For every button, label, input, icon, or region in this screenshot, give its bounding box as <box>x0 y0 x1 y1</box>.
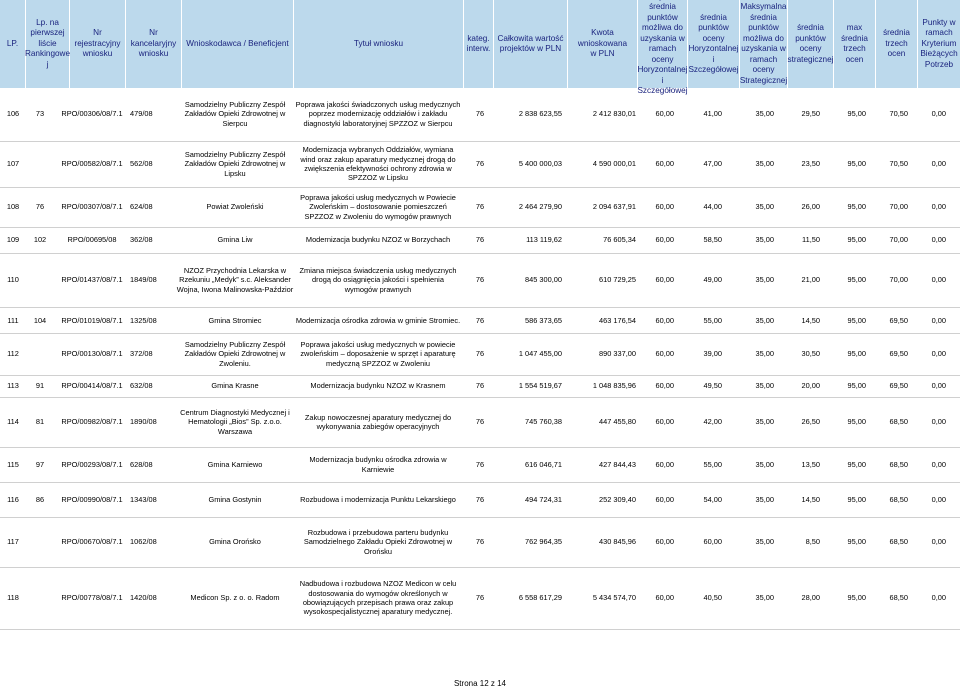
cell-max-h: 60,00 <box>655 316 674 326</box>
cell-title: Poprawa jakości usług medycznych w Powiecie Zwoleńskim – dostosowanie pomieszczeń SPZZOZ w Zwoleniu do wymogów prawnych <box>300 192 456 221</box>
cell-avg-h: 47,00 <box>703 159 722 169</box>
cell-title: Modernizacja budynku ośrodka zdrowia w Karniewie <box>309 455 447 474</box>
cell-max-s: 35,00 <box>755 316 774 326</box>
cell-avg3: 68,50 <box>889 459 908 469</box>
cell-max-h: 60,00 <box>655 417 674 427</box>
cell-max3: 95,00 <box>847 593 866 603</box>
header-applicant <box>182 0 294 88</box>
header-title <box>294 0 464 88</box>
cell-avg-h: 44,00 <box>703 202 722 212</box>
cell-kateg: 76 <box>475 381 485 391</box>
header-points <box>918 0 960 88</box>
header-avg3-label: średnia trzech ocen <box>883 28 910 59</box>
cell-applicant: Samodzielny Publiczny Zespół Zakładów Opieki Zdrowotnej w Lipsku <box>184 149 286 178</box>
cell-total: 6 558 617,29 <box>518 593 562 603</box>
cell-title: Nadbudowa i rozbudowa NZOZ Medicon w celu dostosowania do wymogów określonych w obowiązujących przepisach prawa oraz zakup wysokospecjalistycznej aparatury medycznej. <box>299 579 457 617</box>
header-avg-h-label: średnia punktów oceny Horyzontalnej i Szczegółowej <box>688 12 739 74</box>
table-row <box>0 398 960 446</box>
cell-total: 616 046,71 <box>525 459 562 469</box>
cell-amount: 430 845,96 <box>599 537 636 547</box>
cell-amount: 2 412 830,01 <box>592 109 636 119</box>
cell-title: Poprawa jakości usług medycznych w powiecie zwoleńskim – doposażenie w sprzęt i aparaturę medyczną SPZZOZ w Zwoleniu <box>300 339 456 368</box>
cell-lp: 117 <box>7 537 19 547</box>
cell-nr-rej: RPO/00307/08/7.1 <box>61 202 123 212</box>
cell-kateg: 76 <box>475 109 485 119</box>
header-kateg-label: kateg. interw. <box>466 33 491 53</box>
cell-applicant: Gmina Orońsko <box>209 537 261 547</box>
cell-amount: 76 605,34 <box>603 235 636 245</box>
cell-lp-list: 91 <box>35 381 45 391</box>
cell-total: 494 724,31 <box>525 494 562 504</box>
cell-avg-h: 58,50 <box>703 235 722 245</box>
cell-nr-rej: RPO/00414/08/7.1 <box>61 381 123 391</box>
cell-avg3: 69,50 <box>889 381 908 391</box>
cell-nr-kanc: 1343/08 <box>130 494 157 504</box>
cell-nr-kanc: 632/08 <box>130 381 153 391</box>
cell-nr-kanc: 479/08 <box>130 109 153 119</box>
cell-applicant: NZOZ Przychodnia Lekarska w Rzekuniu „Medyk” s.c. Aleksander Wojna, Iwona Malinowska-Paździor <box>176 265 294 294</box>
cell-title: Modernizacja ośrodka zdrowia w gminie Stromiec. <box>295 316 461 326</box>
cell-points: 0,00 <box>931 494 946 504</box>
cell-avg3: 68,50 <box>889 494 908 504</box>
header-avg-h <box>688 0 740 88</box>
cell-avg-s: 8,50 <box>805 537 820 547</box>
cell-total: 586 373,65 <box>525 316 562 326</box>
cell-total: 2 838 623,55 <box>518 109 562 119</box>
cell-total: 762 964,35 <box>525 537 562 547</box>
cell-amount: 4 590 000,01 <box>592 159 636 169</box>
cell-points: 0,00 <box>931 159 946 169</box>
cell-title: Modernizacja budynku NZOZ w Borzychach <box>305 235 451 245</box>
cell-total: 113 119,62 <box>526 235 562 245</box>
header-total <box>494 0 568 88</box>
cell-avg-s: 26,50 <box>801 417 820 427</box>
cell-nr-rej: RPO/00778/08/7.1 <box>61 593 123 603</box>
cell-max-s: 35,00 <box>755 417 774 427</box>
header-lp-list-label: Lp. na pierwszej liście Rankingowe j <box>24 17 71 69</box>
header-nr-rej-label: Nr rejestracyjny wniosku <box>74 28 121 59</box>
cell-max3: 95,00 <box>847 494 866 504</box>
cell-kateg: 76 <box>475 349 485 359</box>
cell-amount: 447 455,80 <box>599 417 636 427</box>
cell-avg3: 70,00 <box>889 275 908 285</box>
cell-nr-rej: RPO/00582/08/7.1 <box>61 159 123 169</box>
cell-avg-h: 39,00 <box>703 349 722 359</box>
header-nr-kanc-label: Nr kancelaryjny wniosku <box>130 28 177 59</box>
cell-max-s: 35,00 <box>755 593 774 603</box>
cell-points: 0,00 <box>931 316 946 326</box>
cell-lp-list: 86 <box>35 494 45 504</box>
cell-nr-rej: RPO/00982/08/7.1 <box>61 417 123 427</box>
cell-max-s: 35,00 <box>755 537 774 547</box>
cell-lp-list: 73 <box>35 109 45 119</box>
cell-avg-h: 54,00 <box>703 494 722 504</box>
cell-avg-s: 14,50 <box>801 494 820 504</box>
cell-max-s: 35,00 <box>755 159 774 169</box>
cell-avg-h: 55,00 <box>703 316 722 326</box>
cell-max3: 95,00 <box>847 159 866 169</box>
table-row <box>0 376 960 396</box>
cell-lp-list <box>28 142 52 186</box>
header-max3 <box>834 0 876 88</box>
cell-avg3: 70,00 <box>889 235 908 245</box>
row-divider <box>0 629 960 630</box>
cell-nr-rej: RPO/01437/08/7.1 <box>61 275 123 285</box>
cell-kateg: 76 <box>475 593 485 603</box>
header-amount-label: Kwota wnioskowana w PLN <box>577 28 628 59</box>
cell-amount: 252 309,40 <box>599 494 636 504</box>
cell-title: Zmiana miejsca świadczenia usług medycznych drogą do osiągnięcia jakości i spełnienia wymogów prawnych <box>299 265 457 294</box>
cell-max-h: 60,00 <box>655 459 674 469</box>
cell-avg-h: 55,00 <box>703 459 722 469</box>
page-footer: Strona 12 z 14 <box>453 679 507 688</box>
cell-total: 5 400 000,03 <box>518 159 562 169</box>
cell-avg-s: 28,00 <box>801 593 820 603</box>
cell-lp: 109 <box>6 235 20 245</box>
cell-applicant: Gmina Liw <box>217 235 253 245</box>
cell-lp-list: 76 <box>35 202 45 212</box>
table-row <box>0 568 960 628</box>
header-avg3 <box>876 0 918 88</box>
header-points-label: Punkty w ramach Kryterium Bieżących Potrzeb <box>920 17 958 69</box>
header-title-label: Tytuł wniosku <box>353 38 404 48</box>
cell-avg-h: 40,50 <box>703 593 722 603</box>
cell-avg-h: 42,00 <box>703 417 722 427</box>
cell-nr-kanc: 1420/08 <box>130 593 157 603</box>
cell-title: Poprawa jakości świadczonych usług medycznych poprzez modernizację oddziałów i zakładu diagnostyki laboratoryjnej SPZZOZ w Sierpcu <box>295 99 461 128</box>
cell-max-h: 60,00 <box>655 593 674 603</box>
cell-avg3: 69,50 <box>889 349 908 359</box>
cell-nr-kanc: 372/08 <box>130 349 153 359</box>
header-max-h <box>637 0 688 95</box>
cell-kateg: 76 <box>475 202 485 212</box>
cell-max-s: 35,00 <box>755 109 774 119</box>
header-avg-s-label: średnia punktów oceny strategicznej <box>787 23 834 64</box>
header-kateg <box>464 0 494 88</box>
cell-lp: 106 <box>6 109 20 119</box>
cell-title: Modernizacja budynku NZOZ w Krasnem <box>310 381 446 391</box>
cell-lp-list: 97 <box>35 459 45 469</box>
header-max-s-label: Maksymalna średnia punktów możliwa do uzyskania w ramach oceny Strategicznej <box>739 2 788 85</box>
cell-applicant: Gmina Krasne <box>211 381 259 391</box>
header-lp <box>0 0 26 88</box>
cell-points: 0,00 <box>931 381 946 391</box>
table-row <box>0 483 960 516</box>
cell-nr-rej: RPO/00990/08/7.1 <box>61 494 123 504</box>
cell-avg-h: 49,50 <box>703 381 722 391</box>
cell-amount: 463 176,54 <box>599 316 636 326</box>
cell-applicant: Gmina Karniewo <box>207 459 263 469</box>
cell-lp-list <box>28 334 52 374</box>
cell-max-h: 60,00 <box>655 235 674 245</box>
header-total-label: Całkowita wartość projektów w PLN <box>497 33 564 53</box>
cell-avg3: 68,50 <box>889 417 908 427</box>
header-max3-label: max średnia trzech ocen <box>841 23 868 64</box>
cell-lp-list: 102 <box>33 235 47 245</box>
cell-amount: 610 729,25 <box>599 275 636 285</box>
cell-points: 0,00 <box>931 202 946 212</box>
cell-amount: 1 048 835,96 <box>592 381 636 391</box>
cell-max3: 95,00 <box>847 459 866 469</box>
cell-nr-rej: RPO/00695/08 <box>67 235 117 245</box>
header-lp-label: LP. <box>6 38 19 48</box>
cell-total: 2 464 279,90 <box>518 202 562 212</box>
table-row <box>0 228 960 252</box>
cell-lp: 107 <box>6 159 20 169</box>
cell-kateg: 76 <box>475 417 485 427</box>
header-max-h-label: średnia punktów możliwa do uzyskania w ramach oceny Horyzontalnej i Szczegółowej <box>637 2 688 95</box>
cell-max-h: 60,00 <box>655 537 674 547</box>
cell-max-h: 60,00 <box>655 494 674 504</box>
cell-nr-kanc: 1890/08 <box>130 417 157 427</box>
cell-kateg: 76 <box>475 275 485 285</box>
cell-avg3: 68,50 <box>889 537 908 547</box>
cell-points: 0,00 <box>931 235 946 245</box>
cell-kateg: 76 <box>475 316 485 326</box>
cell-max3: 95,00 <box>847 235 866 245</box>
cell-avg-h: 60,00 <box>703 537 722 547</box>
cell-max-h: 60,00 <box>655 109 674 119</box>
cell-kateg: 76 <box>475 235 485 245</box>
cell-lp: 110 <box>7 275 19 285</box>
cell-max3: 95,00 <box>847 417 866 427</box>
cell-points: 0,00 <box>931 537 946 547</box>
table-row <box>0 518 960 566</box>
cell-nr-kanc: 562/08 <box>130 159 153 169</box>
cell-lp: 112 <box>7 349 19 359</box>
cell-avg-s: 23,50 <box>801 159 820 169</box>
cell-amount: 890 337,00 <box>599 349 636 359</box>
table-row <box>0 188 960 226</box>
cell-total: 1 554 519,67 <box>518 381 562 391</box>
cell-avg-h: 41,00 <box>703 109 722 119</box>
cell-max3: 95,00 <box>847 202 866 212</box>
cell-avg-s: 26,00 <box>801 202 820 212</box>
cell-max-h: 60,00 <box>655 275 674 285</box>
cell-avg-s: 29,50 <box>801 109 820 119</box>
cell-kateg: 76 <box>475 537 485 547</box>
cell-lp-list <box>28 254 52 306</box>
cell-applicant: Gmina Stromiec <box>208 316 262 326</box>
cell-max3: 95,00 <box>847 537 866 547</box>
header-max-s <box>740 0 788 88</box>
cell-kateg: 76 <box>475 159 485 169</box>
cell-avg-s: 11,50 <box>802 235 820 245</box>
cell-avg-s: 21,00 <box>801 275 820 285</box>
cell-title: Rozbudowa i przebudowa parteru budynku Samodzielnego Zakładu Opieki Zdrowotnej w Orońsku <box>303 527 453 556</box>
cell-nr-rej: RPO/00670/08/7.1 <box>61 537 123 547</box>
cell-points: 0,00 <box>931 109 946 119</box>
table-row <box>0 254 960 306</box>
cell-total: 1 047 455,00 <box>518 349 562 359</box>
table-row <box>0 88 960 140</box>
cell-lp-list: 81 <box>35 417 45 427</box>
cell-nr-rej: RPO/01019/08/7.1 <box>61 316 123 326</box>
cell-max-s: 35,00 <box>755 275 774 285</box>
cell-nr-kanc: 1062/08 <box>130 537 157 547</box>
cell-nr-kanc: 362/08 <box>130 235 153 245</box>
cell-lp: 111 <box>7 316 19 326</box>
cell-lp: 115 <box>7 459 19 469</box>
table-header <box>0 0 960 95</box>
table-row <box>0 142 960 186</box>
cell-title: Zakup nowoczesnej aparatury medycznej do wykonywania zabiegów operacyjnych <box>304 412 452 431</box>
cell-lp-list: 104 <box>33 316 47 326</box>
cell-lp: 113 <box>7 381 19 391</box>
cell-nr-kanc: 1325/08 <box>130 316 157 326</box>
table-row <box>0 448 960 481</box>
cell-max-h: 60,00 <box>655 349 674 359</box>
cell-nr-kanc: 628/08 <box>130 459 153 469</box>
cell-max-s: 35,00 <box>755 459 774 469</box>
cell-amount: 2 094 637,91 <box>592 202 636 212</box>
cell-lp: 118 <box>7 593 19 603</box>
cell-max3: 95,00 <box>847 316 866 326</box>
cell-max-s: 35,00 <box>755 349 774 359</box>
cell-max3: 95,00 <box>847 349 866 359</box>
cell-points: 0,00 <box>931 593 946 603</box>
cell-kateg: 76 <box>475 494 485 504</box>
cell-lp-list <box>28 568 52 628</box>
cell-title: Modernizacja wybranych Oddziałów, wymiana wind oraz zakup aparatury medycznej drogą do zwiększenia efektywności ochrony zdrowia w SPZZOZ w Lipsku <box>300 145 456 183</box>
cell-points: 0,00 <box>931 275 946 285</box>
cell-max3: 95,00 <box>847 275 866 285</box>
cell-avg-s: 30,50 <box>801 349 820 359</box>
cell-nr-kanc: 624/08 <box>130 202 153 212</box>
cell-points: 0,00 <box>931 349 946 359</box>
cell-avg-s: 14,50 <box>801 316 820 326</box>
header-nr-kanc <box>126 0 182 88</box>
cell-applicant: Medicon Sp. z o. o. Radom <box>190 593 280 603</box>
cell-lp: 116 <box>7 494 19 504</box>
cell-avg3: 68,50 <box>889 593 908 603</box>
cell-applicant: Gmina Gostynin <box>208 494 262 504</box>
cell-applicant: Powiat Zwoleński <box>206 202 264 212</box>
cell-avg-s: 13,50 <box>801 459 820 469</box>
cell-applicant: Centrum Diagnostyki Medycznej i Hematologii „Bios” Sp. z.o.o. Warszawa <box>180 407 290 436</box>
cell-lp-list <box>28 518 52 566</box>
cell-max-h: 60,00 <box>655 159 674 169</box>
cell-avg3: 70,50 <box>889 109 908 119</box>
cell-nr-rej: RPO/00293/08/7.1 <box>61 459 123 469</box>
cell-max-s: 35,00 <box>755 381 774 391</box>
cell-max-h: 60,00 <box>655 202 674 212</box>
cell-applicant: Samodzielny Publiczny Zespół Zakładów Opieki Zdrowotnej w Sierpcu <box>184 99 286 128</box>
cell-max3: 95,00 <box>847 109 866 119</box>
header-lp-list <box>26 0 70 88</box>
cell-max-h: 60,00 <box>655 381 674 391</box>
header-avg-s <box>788 0 834 88</box>
cell-nr-kanc: 1849/08 <box>130 275 157 285</box>
cell-total: 845 300,00 <box>525 275 562 285</box>
cell-amount: 5 434 574,70 <box>592 593 636 603</box>
cell-total: 745 760,38 <box>525 417 562 427</box>
cell-max-s: 35,00 <box>755 202 774 212</box>
cell-title: Rozbudowa i modernizacja Punktu Lekarskiego <box>300 494 456 504</box>
cell-avg3: 70,00 <box>889 202 908 212</box>
table-row <box>0 310 960 332</box>
cell-avg3: 70,50 <box>889 159 908 169</box>
cell-points: 0,00 <box>931 417 946 427</box>
cell-nr-rej: RPO/00306/08/7.1 <box>61 109 123 119</box>
cell-amount: 427 844,43 <box>599 459 636 469</box>
cell-kateg: 76 <box>475 459 485 469</box>
cell-max3: 95,00 <box>847 381 866 391</box>
cell-nr-rej: RPO/00130/08/7.1 <box>61 349 123 359</box>
cell-max-s: 35,00 <box>755 235 774 245</box>
cell-applicant: Samodzielny Publiczny Zespół Zakładów Opieki Zdrowotnej w Zwoleniu. <box>184 339 286 368</box>
row-divider <box>0 307 960 308</box>
cell-lp: 108 <box>6 202 20 212</box>
cell-avg-s: 20,00 <box>801 381 820 391</box>
table-row <box>0 334 960 374</box>
cell-points: 0,00 <box>931 459 946 469</box>
cell-lp: 114 <box>7 417 19 427</box>
cell-avg-h: 49,00 <box>703 275 722 285</box>
cell-avg3: 69,50 <box>889 316 908 326</box>
header-applicant-label: Wnioskodawca / Beneficjent <box>186 38 289 48</box>
cell-max-s: 35,00 <box>755 494 774 504</box>
header-amount <box>568 0 638 88</box>
header-nr-rej <box>70 0 126 88</box>
